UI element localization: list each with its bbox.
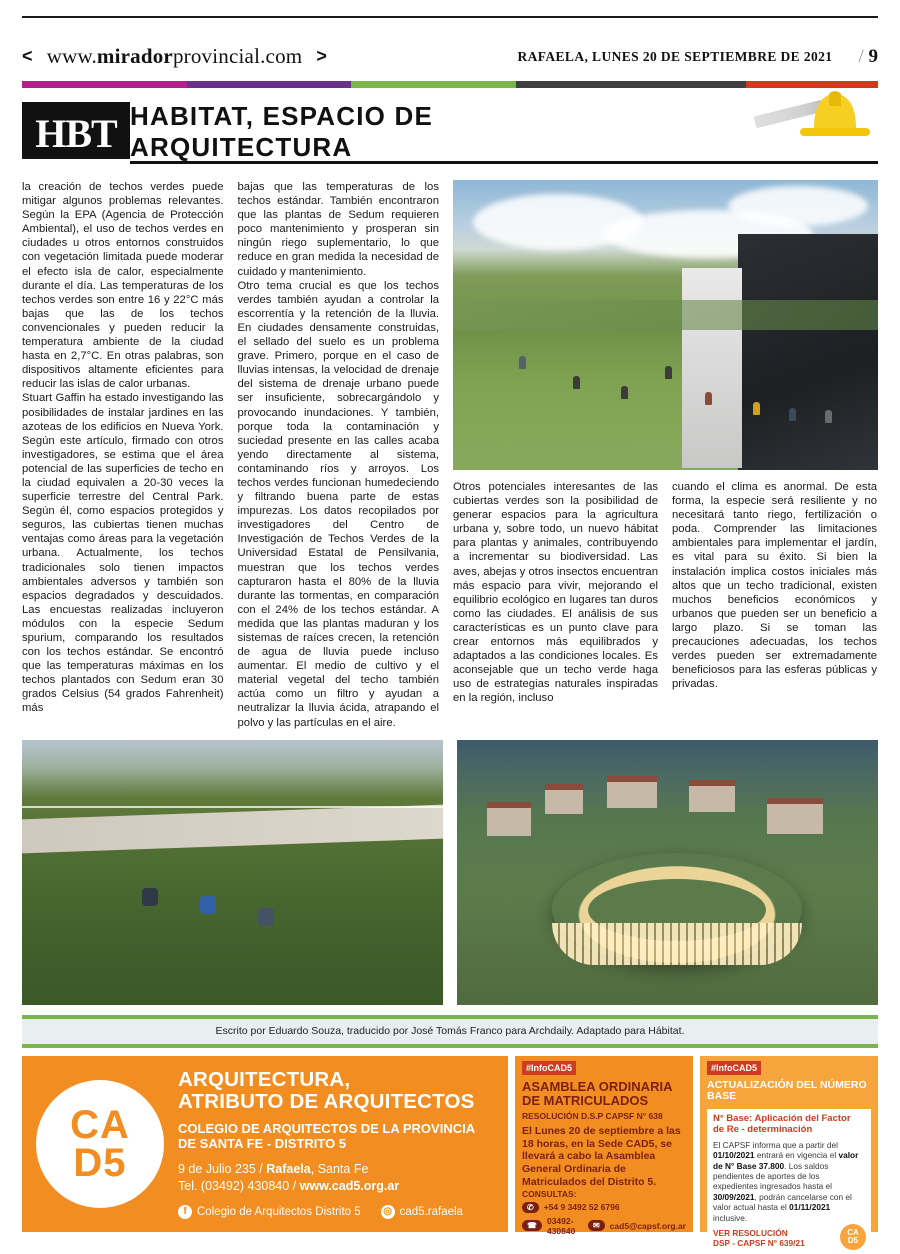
contact-row-phone-email[interactable] (522, 1216, 686, 1236)
color-rule-segment (22, 81, 187, 88)
ad-box-text: . Los saldos pendientes de aportes de los expedientes ingresados hasta el (713, 1160, 833, 1192)
person-figure (665, 366, 672, 379)
color-rule (22, 81, 878, 88)
paragraph: Stuart Gaffin ha estado investigando las posibilidades de instalar jardines en las azoteas de los edificios en Nueva York. Según este artículo, firmado con otros investigadores, se estima que el área potencial de las superficies de techo en la ciudad equivalen a 20-30 veces la superficie terrestre del Central Park. Según él, como espacios protegidos y seguros, las cubiertas tienen muchas ventajas como áreas para la vegetación urbana. Actualmente, los techos tradicionales solo tienen impactos ambientales adversos y también son espacios degradados y descuidados. Las encuestas realizadas incluyeron módulos con la especie Sedum spurium, comparando los resultados con los techos estándar. Se encontró que las temperaturas máximas en los techos plantados con Sedum eran 30 grados Celsius (54 grados Fahrenheit) más (22, 392, 224, 715)
ad-box-date-3: 01/11/2021 (789, 1202, 831, 1213)
ad-box-text: El CAPSF informa que a partir del (713, 1140, 838, 1150)
instagram-link[interactable] (381, 1205, 463, 1219)
ad-asamblea[interactable] (515, 1056, 693, 1236)
ad-asamblea-title-line2: DE MATRICULADOS (522, 1093, 649, 1109)
ad-box-date-2: 30/09/2021 (713, 1191, 755, 1202)
color-rule-segment (351, 81, 516, 88)
ad-numero-base-title: ACTUALIZACIÓN DEL NÚMERO BASE (707, 1078, 867, 1103)
info-tag: #InfoCAD5 (522, 1061, 576, 1075)
ad-asamblea-title (522, 1080, 686, 1109)
article-credit: Escrito por Eduardo Souza, traducido por José Tomás Franco para Archdaily. Adaptado para Hábitat. (22, 1015, 878, 1048)
hbt-logo-text: HBT (35, 110, 117, 156)
hard-hat-icon (798, 84, 872, 142)
ad-headline-line1: ARQUITECTURA, (178, 1067, 351, 1091)
site-url-brand: mirador (96, 44, 173, 68)
ad-box-title-line1: N° Base: Aplicación del Factor (713, 1113, 851, 1125)
contact-row-whatsapp[interactable] (522, 1202, 686, 1213)
section-title: HABITAT, ESPACIO DE ARQUITECTURA (130, 102, 760, 164)
ad-address-province: , Santa Fe (310, 1162, 369, 1176)
cad5-logo (36, 1080, 164, 1208)
person-figure (621, 386, 628, 399)
ad-address-city: Rafaela (266, 1162, 311, 1176)
ad-headline-line2: ATRIBUTO DE ARQUITECTOS (178, 1089, 475, 1113)
photo-rooftop-farm (22, 740, 443, 1005)
helmet-illustration-wrap (760, 102, 878, 164)
phone-icon: ☎ (522, 1220, 542, 1231)
photo-spiral-building (457, 740, 878, 1005)
person-figure (825, 410, 832, 423)
facebook-link[interactable] (178, 1205, 361, 1219)
page-number (858, 46, 878, 68)
ad-box-resolution-line1: VER RESOLUCIÓN (713, 1227, 788, 1238)
newspaper-page (0, 16, 900, 1253)
ad-main-text (178, 1069, 475, 1219)
hbt-logo (22, 102, 130, 164)
ad-phone: Tel. (03492) 430840 / (178, 1178, 300, 1193)
ad-social-links (178, 1205, 475, 1219)
person-figure (753, 402, 760, 415)
person-figure (258, 908, 274, 926)
paragraph: bajas que las temperaturas de los techos estándar. También encontraron que las plantas de Sedum requieren poco mantenimiento y prosperan sin ningún riego suplementario, lo que reduce en gran medida la necesidad de cuidado y mantenimiento. (237, 181, 439, 278)
ad-box-text: inclusive. (713, 1212, 748, 1223)
hbt-logo-bar (22, 159, 130, 164)
cad5-logo-line2: D5 (73, 1140, 127, 1185)
article-lower-columns (453, 480, 878, 706)
building-shape (545, 784, 583, 814)
article-right-block (453, 180, 878, 730)
photo-green-roof-aerial (453, 180, 878, 470)
color-rule-segment (516, 81, 746, 88)
site-navigation (22, 44, 327, 69)
facebook-label: Colegio de Arquitectos Distrito 5 (197, 1205, 361, 1218)
building-shape (767, 798, 823, 834)
ad-address (178, 1161, 475, 1195)
building-shape (689, 780, 735, 812)
article-column-1 (22, 180, 224, 730)
section-masthead (22, 102, 878, 164)
site-url[interactable] (47, 44, 303, 69)
article-column-3 (453, 480, 658, 706)
ad-subheadline-line2: DE SANTA FE - DISTRITO 5 (178, 1136, 347, 1152)
prev-arrow-icon[interactable]: < (22, 46, 33, 66)
person-figure (573, 376, 580, 389)
ad-address-line1 (178, 1161, 475, 1178)
article-column-2 (238, 180, 440, 730)
site-url-suffix: provincial.com (172, 44, 303, 68)
ad-asamblea-resolution: RESOLUCIÓN D.S.P CAPSF N° 638 (522, 1110, 663, 1121)
whatsapp-icon: ✆ (522, 1202, 539, 1213)
ad-box-text: , podrán cancelarse con el valor actual hasta el (713, 1191, 852, 1213)
paragraph: Otro tema crucial es que los techos verdes también ayudan a controlar la escorrentía y la retención de la lluvia. En ciudades densamente construidas, el sellado del suelo es un problema grave. Primero, porque en el caso de lluvias intensas, la velocidad de drenaje del sistema de drenaje urbano puede ser insuficiente, sobrecargándolo y provocando inundaciones. Y también, porque toda la contaminación y suciedad presente en las calles acaba yendo directamente al sistema, contaminando ríos y arroyos. Los techos verdes funcionan humedeciendo y filtrando buena parte de estas impurezas. Los datos recopilados por investigadores del Centro de Investigación de Techos Verdes de la Universidad Estatal de Pensilvania, muestran que los techos verdes capturaron hasta el 80% de la lluvia durante las tormentas, en comparación con el 24% de los techos estándar. A medida que las plantas maduran y los sistemas de raíces crecen, la retención de agua de lluvia puede incluso aumentar. El medio de cultivo y el material vegetal del techo también actúa como un filtro y ayudan a neutralizar la lluvia ácida, atrapando el polvo y las partículas en el aire. (237, 279, 439, 729)
info-tag: #InfoCAD5 (707, 1061, 761, 1075)
person-figure (705, 392, 712, 405)
ad-subheadline-line1: COLEGIO DE ARQUITECTOS DE LA PROVINCIA (178, 1120, 476, 1136)
ad-box-text: entrará en vigencia el (754, 1150, 839, 1161)
whatsapp-number: +54 9 3492 52 6796 (543, 1202, 620, 1213)
building-shape (738, 234, 878, 470)
ad-address-line2 (178, 1178, 475, 1195)
facebook-icon: f (178, 1205, 192, 1219)
article-body (22, 180, 878, 1005)
upper-columns (22, 180, 878, 730)
ad-numero-base-box (707, 1109, 871, 1254)
roof-band-shape (453, 300, 878, 330)
email-address: cad5@capsf.org.ar (609, 1220, 686, 1231)
ad-website[interactable]: www.cad5.org.ar (299, 1178, 400, 1193)
ad-address-street: 9 de Julio 235 / (178, 1162, 267, 1176)
person-figure (142, 888, 158, 906)
cad5-mini-line1: CA (847, 1227, 859, 1237)
ad-numero-base[interactable] (700, 1056, 878, 1248)
contact-label: CONSULTAS: (522, 1188, 577, 1199)
ad-box-value: valor de N° Base 37.800 (713, 1150, 859, 1171)
article-column-4 (672, 480, 877, 706)
next-arrow-icon[interactable]: > (316, 46, 328, 66)
ad-asamblea-title-line1: ASAMBLEA ORDINARIA (522, 1078, 673, 1094)
cloud-shape (728, 186, 868, 226)
ad-cad5-main[interactable] (22, 1056, 508, 1232)
building-shape (607, 776, 657, 808)
paragraph: cuando el clima es anormal. De esta forma, la especie será resiliente y no necesitará tanto riego, fertilización o poda. Comprender las limitaciones ambientales para implementar el jardín, es vital para su éxito. Si bien la instalación implica costos iniciales más altos que un techo tradicional, existen muchos beneficios económicos y urbanos que pueden ser un beneficio a largo plazo. Si se toman las precauciones adecuadas, los techos verdes pueden ser extremadamente beneficiosos para las esferas públicas y privadas. (672, 481, 877, 691)
mail-icon: ✉ (588, 1220, 605, 1231)
building-shape (487, 802, 531, 836)
cad5-mini-line2: D5 (847, 1235, 859, 1245)
ad-box-resolution-line2: DSP - CAPSF N° 639/21 (713, 1237, 805, 1248)
ad-asamblea-body: El Lunes 20 de septiembre a las 18 horas, en la Sede CAD5, se llevará a cabo la Asamblea General Ordinaria de Matriculados del Distrito 5. (522, 1124, 681, 1188)
paragraph: la creación de techos verdes puede mitigar algunos problemas relevantes. Según la EPA (Agencia de Protección Ambiental), el uso de techos verdes en ciudades u otros entornos construidos con vegetación limitada puede moderar el efecto isla de calor, especialmente durante el día. Las temperaturas de los techos verdes son entre 16 y 22°C más bajas que las de los techos convencionales y pueden reducir la temperatura ambiente de la ciudad hasta en 2,7°C. En otras palabras, son dispositivos altamente eficientes para reducir las islas de calor urbanas. (22, 181, 224, 391)
advertisement-block (22, 1056, 878, 1248)
railing-shape (22, 806, 443, 818)
photo-row (22, 730, 878, 1005)
ad-contact-block (522, 1189, 686, 1236)
dateline: RAFAELA, LUNES 20 DE SEPTIEMBRE DE 2021 (517, 48, 833, 64)
person-figure (519, 356, 526, 369)
paragraph: Otros potenciales interesantes de las cubiertas verdes son la posibilidad de generar espacios para la agricultura urbana y, sobre todo, un nuevo hábitat para plantas y animales, contribuyendo a incrementar su biodiversidad. Las aves, abejas y otros insectos encuentran más espacio para vivir, mejorando el equilibrio ecológico en lugares tan duros como las ciudades. El análisis de sus características es un punto clave para crear entornos más equilibrados y adaptados a las condiciones locales. Es aconsejable que un techo verde haga uso de estrategias naturales inspiradas en la región, incluso (453, 481, 658, 705)
color-rule-segment (187, 81, 352, 88)
site-url-prefix: www. (46, 44, 97, 68)
person-figure (200, 896, 216, 914)
page-header (22, 16, 878, 77)
glass-facade-shape (552, 923, 802, 965)
instagram-icon: ◎ (381, 1205, 395, 1219)
page-number-value: 9 (868, 45, 878, 67)
person-figure (789, 408, 796, 421)
instagram-label: cad5.rafaela (399, 1205, 463, 1218)
ad-box-title-line2: de Re - determinación (713, 1124, 813, 1136)
phone-number: 03492-430840 (546, 1215, 576, 1236)
ad-box-title (713, 1114, 865, 1136)
page-number-slash: / (858, 45, 864, 67)
cad5-logo-line1: CA (70, 1102, 130, 1147)
ad-box-date-1: 01/10/2021 (713, 1150, 755, 1161)
ad-box-body (713, 1140, 865, 1223)
